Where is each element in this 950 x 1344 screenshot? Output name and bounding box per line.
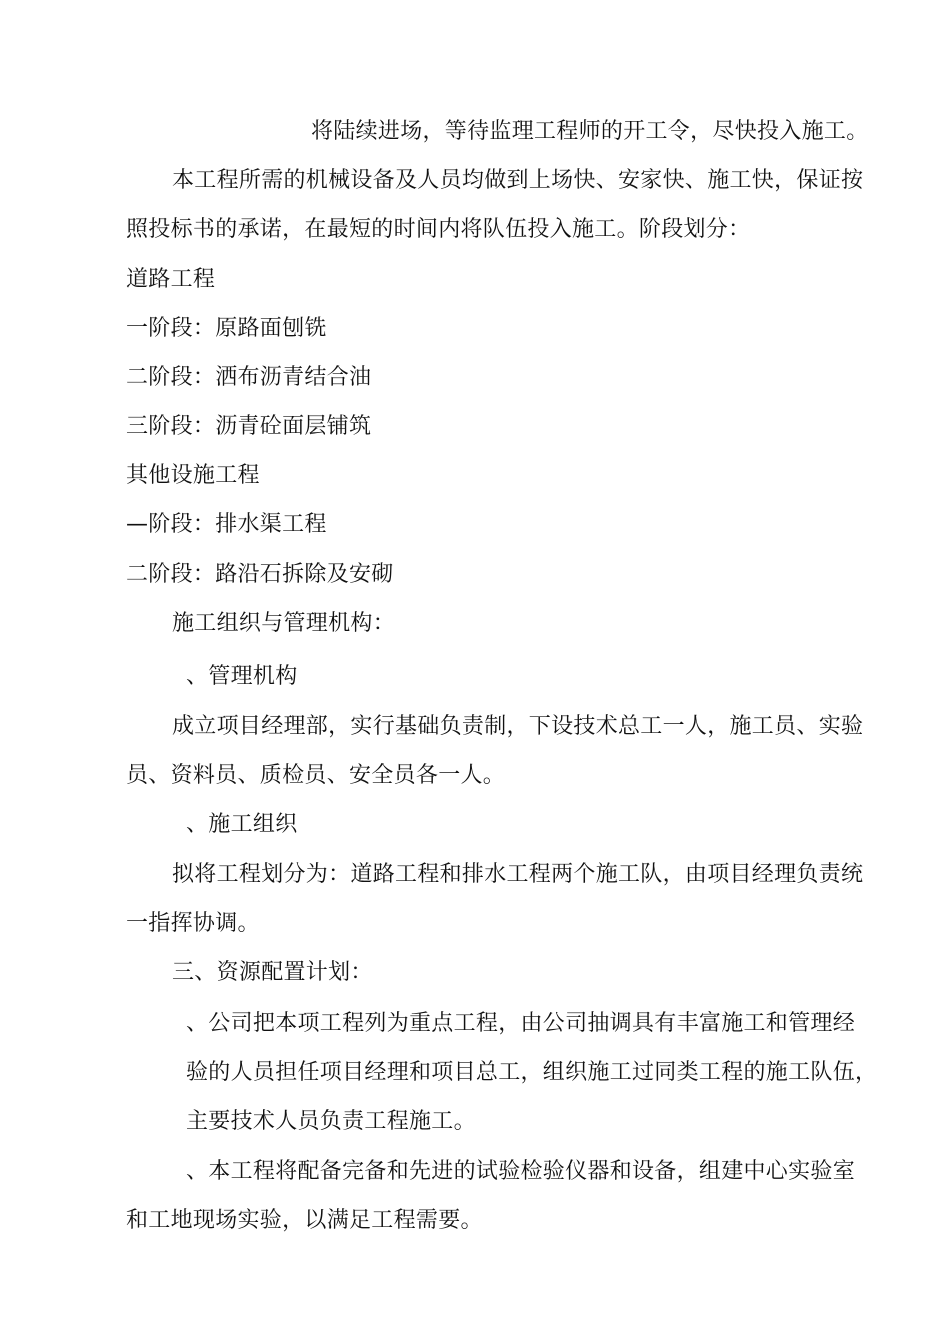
section-heading-resources: 三、资源配置计划： bbox=[172, 960, 373, 985]
text-line-resources-3: 主要技术人员负责工程施工。 bbox=[186, 1109, 476, 1134]
text-line-org-2: 一指挥协调。 bbox=[126, 911, 260, 936]
section-heading-organization: 施工组织与管理机构： bbox=[172, 611, 396, 636]
text-line-resources-4: 、本工程将配备完备和先进的试验检验仪器和设备，组建中心实验室 bbox=[186, 1159, 856, 1184]
text-line-3: 照投标书的承诺，在最短的时间内将队伍投入施工。阶段划分： bbox=[126, 217, 751, 242]
text-line-resources-1: 、公司把本项工程列为重点工程，由公司抽调具有丰富施工和管理经 bbox=[186, 1011, 856, 1036]
text-line-org-1: 拟将工程划分为：道路工程和排水工程两个施工队，由项目经理负责统 bbox=[172, 862, 864, 887]
subheading-construction-org: 、施工组织 bbox=[186, 812, 298, 837]
text-line-other-stage-1: —阶段：排水渠工程 bbox=[126, 512, 327, 537]
text-line-management-1: 成立项目经理部，实行基础负责制，下设技术总工一人，施工员、实验 bbox=[172, 714, 864, 739]
text-line-1: 将陆续进场，等待监理工程师的开工令，尽快投入施工。 bbox=[311, 119, 869, 144]
text-line-resources-2: 验的人员担任项目经理和项目总工，组织施工过同类工程的施工队伍， bbox=[186, 1060, 878, 1085]
text-line-stage-1: 一阶段：原路面刨铣 bbox=[126, 316, 327, 341]
text-line-resources-5: 和工地现场实验，以满足工程需要。 bbox=[126, 1208, 483, 1233]
text-line-management-2: 员、资料员、质检员、安全员各一人。 bbox=[126, 763, 506, 788]
section-heading-other: 其他设施工程 bbox=[126, 463, 260, 488]
text-line-other-stage-2: 二阶段：路沿石拆除及安砌 bbox=[126, 562, 394, 587]
text-line-2: 本工程所需的机械设备及人员均做到上场快、安家快、施工快，保证按 bbox=[172, 168, 864, 193]
section-heading-road: 道路工程 bbox=[126, 267, 216, 292]
subheading-management: 、管理机构 bbox=[186, 664, 298, 689]
text-line-stage-3: 三阶段：沥青砼面层铺筑 bbox=[126, 414, 372, 439]
text-line-stage-2: 二阶段：洒布沥青结合油 bbox=[126, 365, 372, 390]
